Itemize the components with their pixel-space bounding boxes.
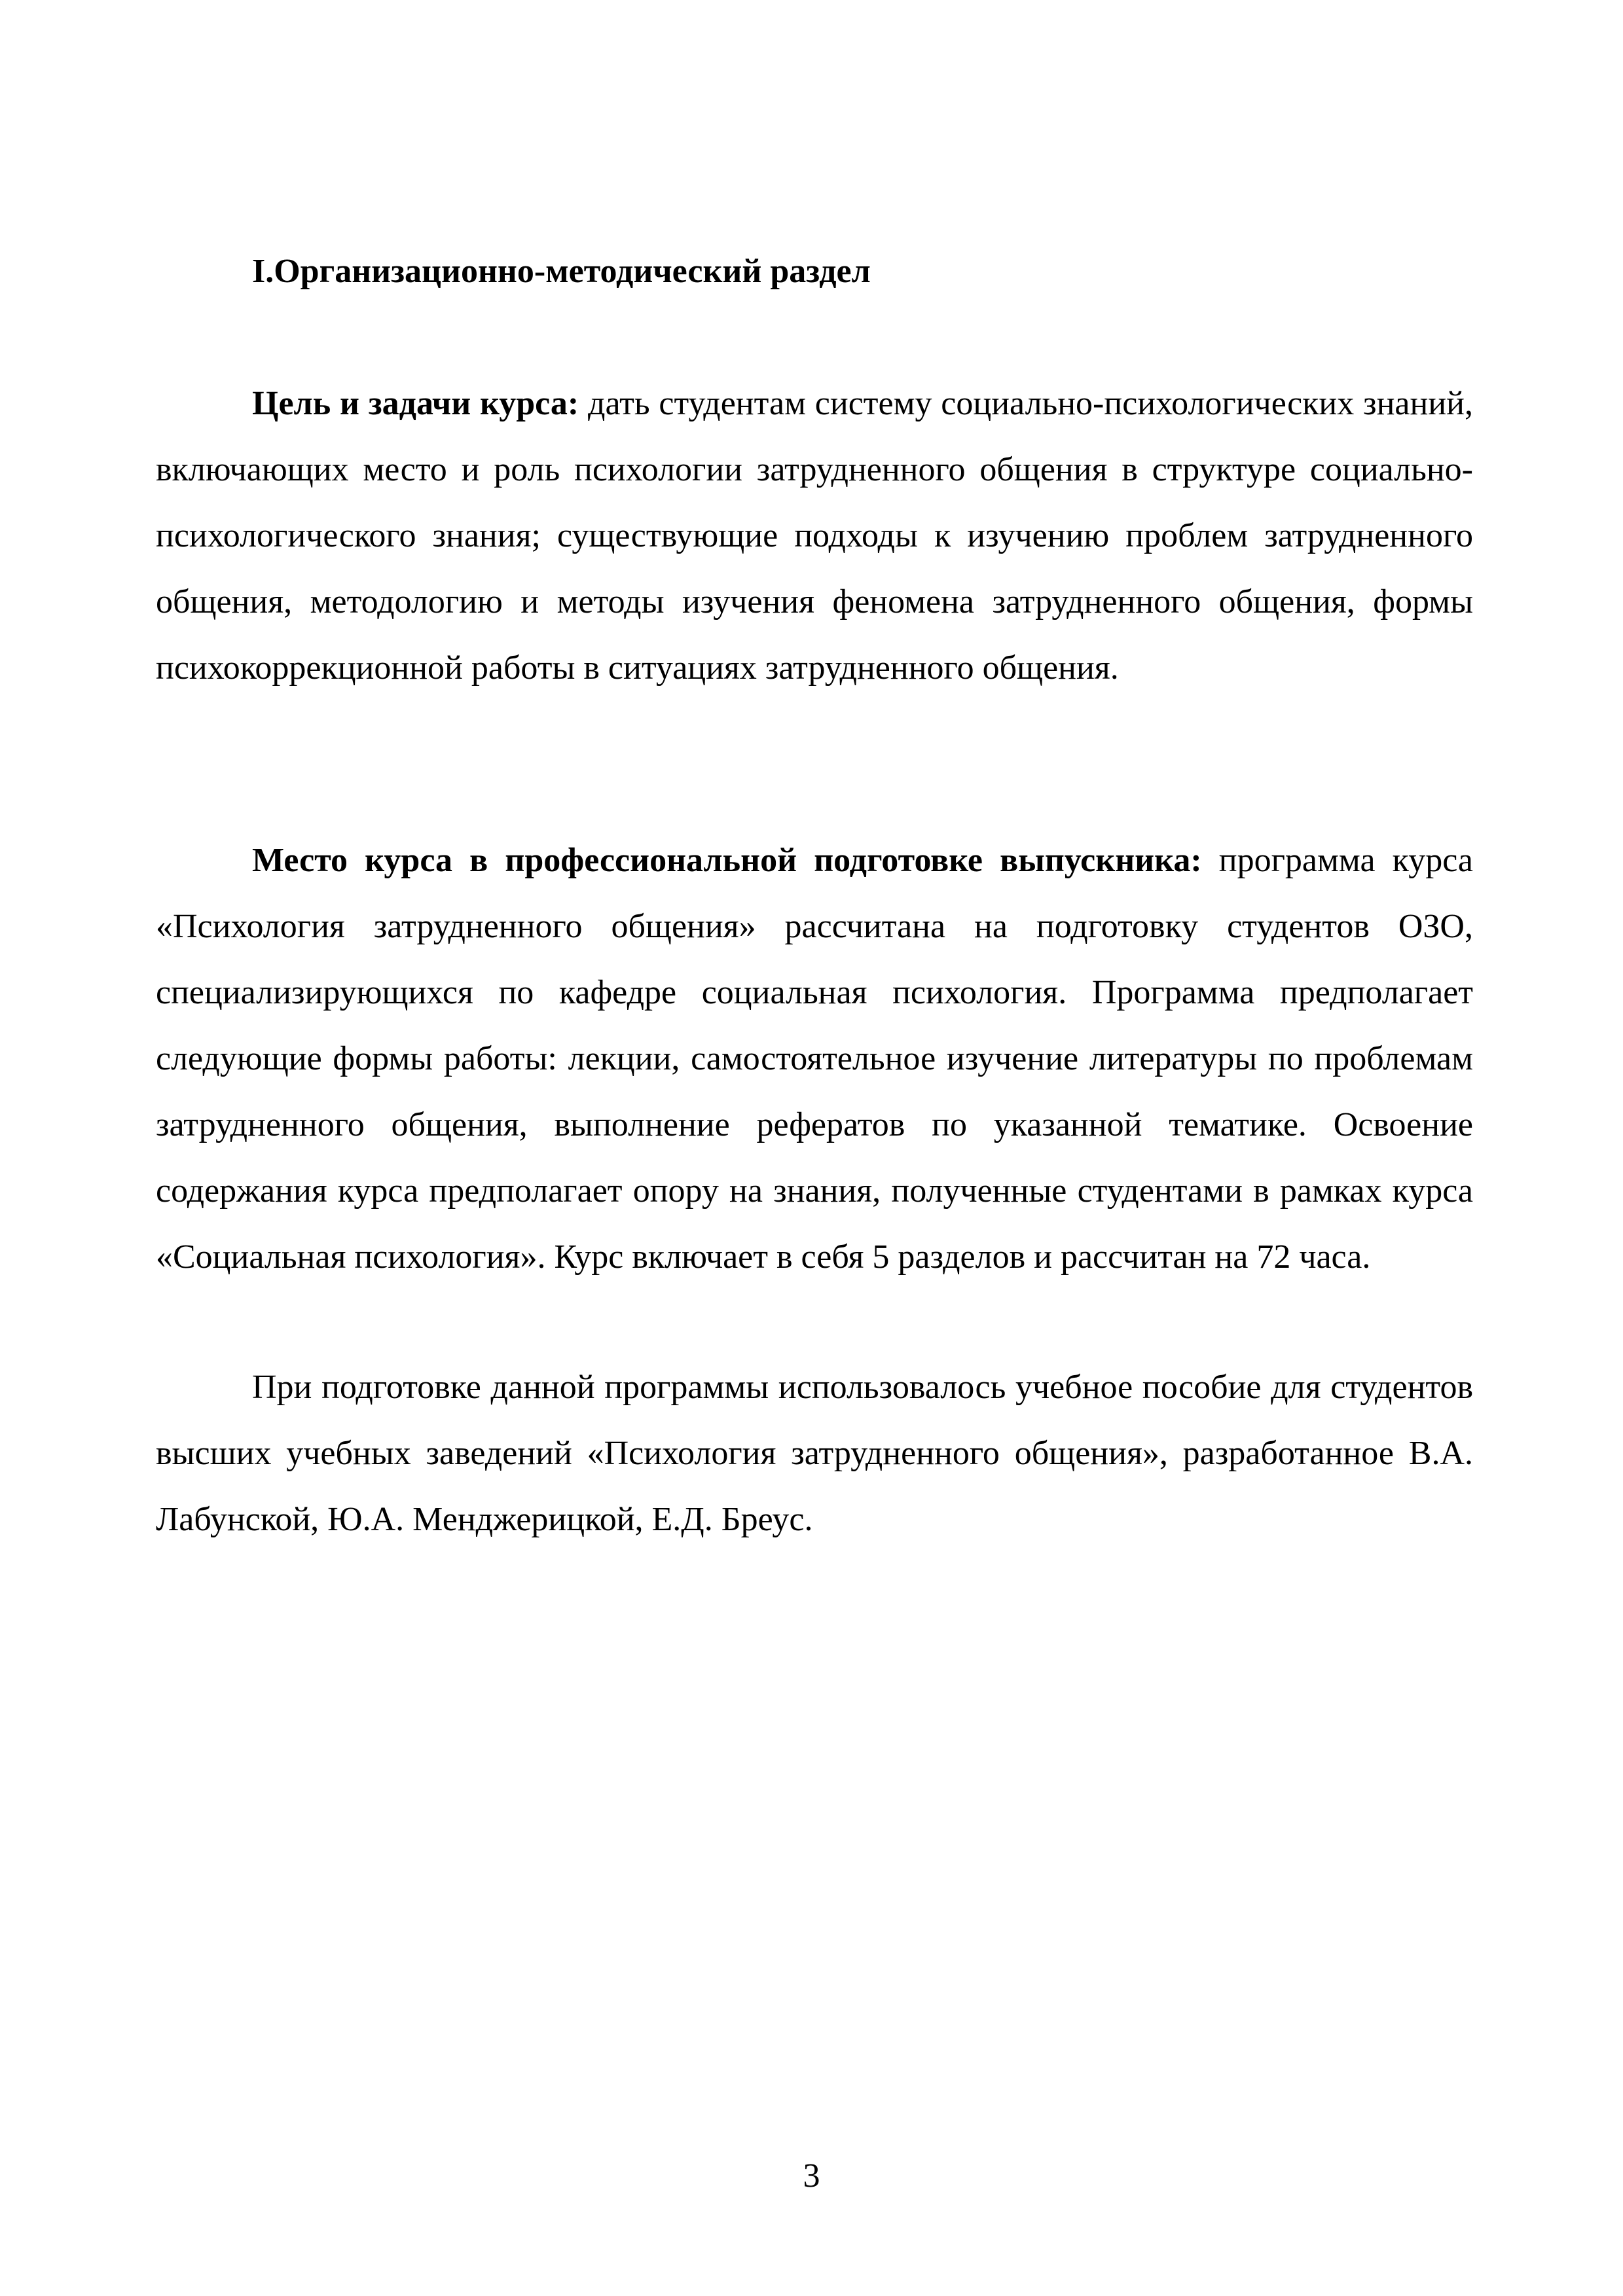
goals-text: дать студентам систему социально-психологических знаний, включающих место и роль психологии затрудненного общения в структуре социально-психологического знания; существующие подходы к изучению проблем затрудненного общения, методологию и методы изучения феномена затрудненного общения, формы психокоррекционной работы в ситуациях затрудненного общения. [156,385,1473,687]
section-heading: I.Организационно-методический раздел [252,253,871,290]
source-paragraph: При подготовке данной программы использовалось учебное пособие для студентов высших учебных заведений «Психология затрудненного общения», разработанное В.А. Лабунской, Ю.А. Менджерицкой, Е.Д. Бреус. [156,1369,1473,1538]
goals-label: Цель и задачи курса: [252,385,579,422]
course-place-label: Место курса в профессиональной подготовке выпускника: [252,842,1202,879]
course-place-paragraph [156,827,1473,1290]
page-number: 3 [803,2157,820,2195]
goals-paragraph [156,370,1473,701]
course-place-text: программа курса «Психология затрудненного общения» рассчитана на подготовку студентов ОЗО, специализирующихся по кафедре социальная психология. Программа предполагает следующие формы работы: лекции, самостоятельное изучение литературы по проблемам затрудненного общения, выполнение рефератов по указанной тематике. Освоение содержания курса предполагает опору на знания, полученные студентами в рамках курса «Социальная психология». Курс включает в себя 5 разделов и рассчитан на 72 часа. [156,842,1473,1276]
